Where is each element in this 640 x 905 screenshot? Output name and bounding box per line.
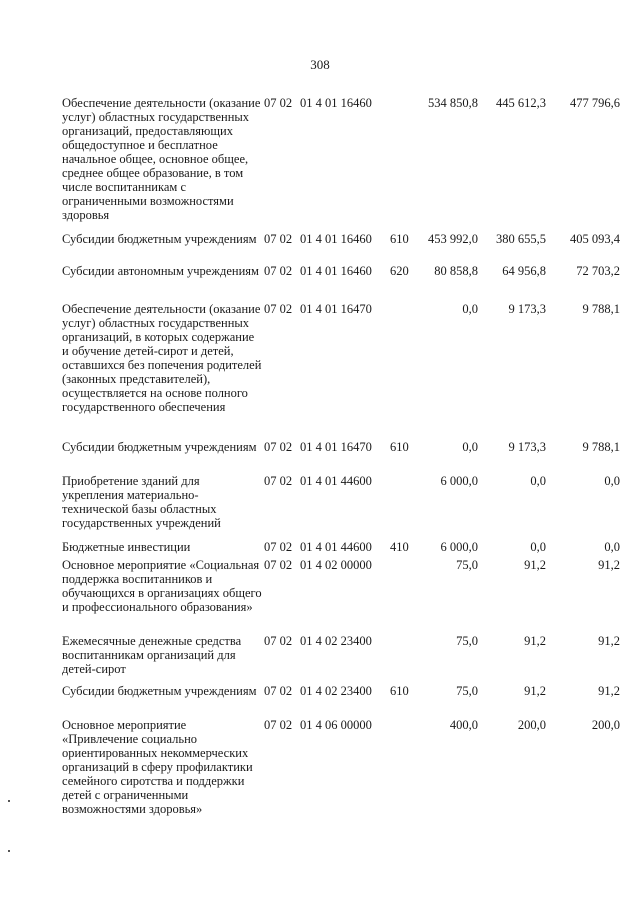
row-target-article-code: 01 4 02 00000 [300,558,372,572]
row-value-year2: 91,2 [524,558,546,572]
row-value-year3: 72 703,2 [576,264,620,278]
row-expense-type-code: 620 [390,264,409,278]
row-value-year3: 91,2 [598,684,620,698]
row-target-article-code: 01 4 01 16470 [300,302,372,316]
row-section-code: 07 02 [264,684,293,698]
row-value-year1: 400,0 [449,718,478,732]
row-value-year3: 200,0 [591,718,620,732]
row-section-code: 07 02 [264,440,293,454]
row-value-year2: 0,0 [530,474,546,488]
row-target-article-code: 01 4 01 16460 [300,264,372,278]
row-name: Обеспечение деятельности (оказание услуг) областных государственных организаций, в которых содержание и обучение детей-сирот и детей, оставшихся без попечения родителей (законных представителей), осуществляется на основе полного государственного обеспечения [62,302,262,414]
row-target-article-code: 01 4 01 16470 [300,440,372,454]
row-value-year3: 477 796,6 [570,96,620,110]
row-value-year1: 453 992,0 [428,232,478,246]
row-name: Обеспечение деятельности (оказание услуг) областных государственных организаций, предоставляющих общедоступное и бесплатное начальное общее, основное общее, среднее общее образование, в том числе воспитанникам с ограниченными возможностями здоровья [62,96,261,222]
row-name: Ежемесячные денежные средства воспитанникам организаций для детей-сирот [62,634,242,676]
row-value-year1: 0,0 [462,302,478,316]
row-name: Субсидии бюджетным учреждениям [62,684,257,698]
row-target-article-code: 01 4 01 16460 [300,96,372,110]
row-value-year2: 380 655,5 [496,232,546,246]
row-value-year1: 80 858,8 [434,264,478,278]
row-name: Субсидии автономным учреждениям [62,264,259,278]
row-target-article-code: 01 4 02 23400 [300,634,372,648]
row-name: Субсидии бюджетным учреждениям [62,440,257,454]
row-value-year2: 64 956,8 [502,264,546,278]
row-value-year3: 9 788,1 [582,440,620,454]
row-section-code: 07 02 [264,232,293,246]
row-value-year1: 75,0 [456,634,478,648]
scan-margin-mark [8,800,10,802]
row-target-article-code: 01 4 02 23400 [300,684,372,698]
row-expense-type-code: 410 [390,540,409,554]
page-number: 308 [310,57,330,72]
row-expense-type-code: 610 [390,684,409,698]
row-value-year3: 91,2 [598,558,620,572]
row-target-article-code: 01 4 01 44600 [300,540,372,554]
row-name: Субсидии бюджетным учреждениям [62,232,257,246]
row-expense-type-code: 610 [390,440,409,454]
row-section-code: 07 02 [264,264,293,278]
row-value-year1: 0,0 [462,440,478,454]
row-section-code: 07 02 [264,634,293,648]
row-name: Приобретение зданий для укрепления материально-технической базы областных государственных учреждений [62,474,221,530]
row-section-code: 07 02 [264,96,293,110]
row-value-year3: 0,0 [604,540,620,554]
row-value-year1: 75,0 [456,558,478,572]
row-name: Основное мероприятие «Привлечение социально ориентированных некоммерческих организаций в сферу профилактики семейного сиротства и поддержки детей с ограниченными возможностями здоровья» [62,718,253,816]
row-value-year3: 91,2 [598,634,620,648]
row-expense-type-code: 610 [390,232,409,246]
row-name: Бюджетные инвестиции [62,540,191,554]
row-target-article-code: 01 4 06 00000 [300,718,372,732]
row-value-year2: 445 612,3 [496,96,546,110]
row-section-code: 07 02 [264,302,293,316]
row-target-article-code: 01 4 01 16460 [300,232,372,246]
row-section-code: 07 02 [264,540,293,554]
row-value-year3: 9 788,1 [582,302,620,316]
row-section-code: 07 02 [264,558,293,572]
row-value-year2: 91,2 [524,684,546,698]
row-value-year2: 9 173,3 [508,440,546,454]
row-value-year2: 200,0 [517,718,546,732]
row-value-year2: 9 173,3 [508,302,546,316]
row-section-code: 07 02 [264,718,293,732]
row-name: Основное мероприятие «Социальная поддержка воспитанников и обучающихся в организациях общего и профессионального образования» [62,558,262,614]
row-value-year1: 6 000,0 [440,540,478,554]
row-value-year1: 75,0 [456,684,478,698]
row-value-year3: 0,0 [604,474,620,488]
row-value-year1: 534 850,8 [428,96,478,110]
row-section-code: 07 02 [264,474,293,488]
row-target-article-code: 01 4 01 44600 [300,474,372,488]
row-value-year1: 6 000,0 [440,474,478,488]
row-value-year2: 0,0 [530,540,546,554]
row-value-year3: 405 093,4 [570,232,620,246]
row-value-year2: 91,2 [524,634,546,648]
scan-margin-mark [8,850,10,852]
